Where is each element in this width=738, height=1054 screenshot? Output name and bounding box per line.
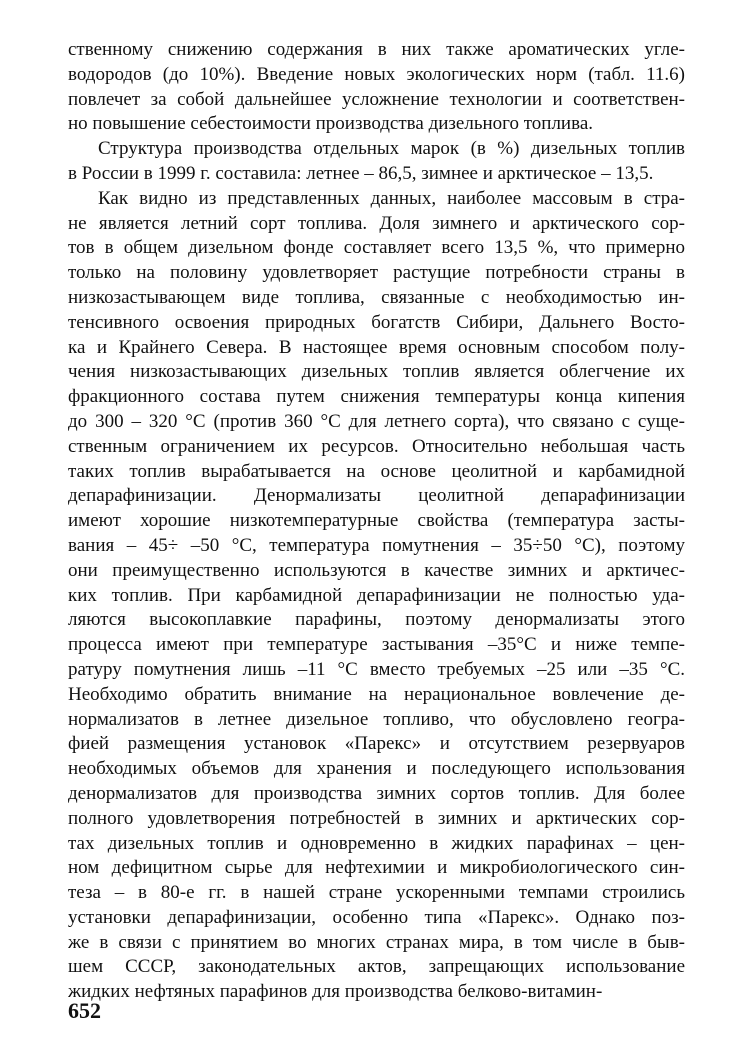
text-line: Как видно из представленных данных, наиболее массовым в стра-	[98, 187, 685, 209]
text-line: ственному снижению содержания в них также ароматических угле-	[68, 39, 685, 60]
text-line: но повышение себестоимости производства дизельного топлива.	[68, 113, 594, 135]
text-line: фракционного состава путем снижения температуры конца кипения	[68, 386, 685, 408]
text-line: тенсивного освоения природных богатств Сибири, Дальнего Восто-	[68, 311, 685, 333]
text-line: низкозастывающем виде топлива, связанные с необходимостью ин-	[68, 286, 685, 308]
text-line: повлечет за собой дальнейшее усложнение технологии и соответствен-	[68, 88, 685, 110]
text-line: таких топлив вырабатывается на основе цеолитной и карбамидной	[68, 460, 685, 482]
text-line: ном дефицитном сырье для нефтехимии и микробиологического син-	[68, 857, 685, 879]
text-line: теза – в 80-е гг. в нашей стране ускоренными темпами строились	[68, 882, 685, 904]
text-line: до 300 – 320 °С (против 360 °С для летнего сорта), что связано с суще-	[68, 410, 685, 432]
text-line: Необходимо обратить внимание на нерациональное вовлечение де-	[68, 683, 685, 705]
text-line: процесса имеют при температуре застывания –35°С и ниже темпе-	[68, 634, 685, 656]
text-line: они преимущественно используются в качестве зимних и арктичес-	[68, 559, 685, 581]
paragraph	[68, 38, 685, 137]
text-line: шем СССР, законодательных актов, запрещающих использование	[68, 956, 685, 978]
text-line: не является летний сорт топлива. Доля зимнего и арктического сор-	[68, 212, 685, 234]
paragraph	[68, 187, 685, 1005]
text-line: жидких нефтяных парафинов для производства белково-витамин-	[68, 981, 603, 1003]
text-line: Структура производства отдельных марок (в %) дизельных топлив	[98, 138, 685, 160]
text-line: в России в 1999 г. составила: летнее – 86,5, зимнее и арктическое – 13,5.	[68, 162, 654, 184]
body-text	[68, 38, 685, 1005]
text-line: тов в общем дизельном фонде составляет всего 13,5 %, что примерно	[68, 237, 685, 259]
text-line: депарафинизации. Денормализаты цеолитной депарафинизации	[68, 485, 685, 507]
text-line: необходимых объемов для хранения и последующего использования	[68, 758, 685, 780]
text-line: ственным ограничением их ресурсов. Относительно небольшая часть	[68, 435, 685, 457]
text-line: вания – 45÷ –50 °С, температура помутнения – 35÷50 °С), поэтому	[68, 534, 685, 556]
page-number: 652	[68, 998, 101, 1023]
text-line: ратуру помутнения лишь –11 °С вместо требуемых –25 или –35 °С.	[68, 658, 685, 680]
text-line: нормализатов в летнее дизельное топливо, что обусловлено геогра-	[68, 708, 685, 730]
paragraph	[68, 137, 685, 187]
text-line: же в связи с принятием во многих странах мира, в том числе в быв-	[68, 931, 685, 953]
text-line: денормализатов для производства зимних сортов топлив. Для более	[68, 782, 685, 804]
text-line: ких топлив. При карбамидной депарафинизации не полностью уда-	[68, 584, 685, 606]
text-line: имеют хорошие низкотемпературные свойства (температура засты-	[68, 510, 685, 532]
text-line: только на половину удовлетворяет растущие потребности страны в	[68, 262, 685, 284]
text-line: установки депарафинизации, особенно типа «Парекс». Однако поз-	[68, 906, 685, 928]
text-line: ка и Крайнего Севера. В настоящее время основным способом полу-	[68, 336, 685, 358]
text-line: тах дизельных топлив и одновременно в жидких парафинах – цен-	[68, 832, 685, 854]
text-line: водородов (до 10%). Введение новых экологических норм (табл. 11.6)	[68, 63, 685, 85]
text-line: полного удовлетворения потребностей в зимних и арктических сор-	[68, 807, 685, 829]
text-line: ляются высокоплавкие парафины, поэтому денормализаты этого	[68, 609, 685, 631]
text-line: чения низкозастывающих дизельных топлив является облегчение их	[68, 361, 685, 383]
text-line: фией размещения установок «Парекс» и отсутствием резервуаров	[68, 733, 685, 755]
